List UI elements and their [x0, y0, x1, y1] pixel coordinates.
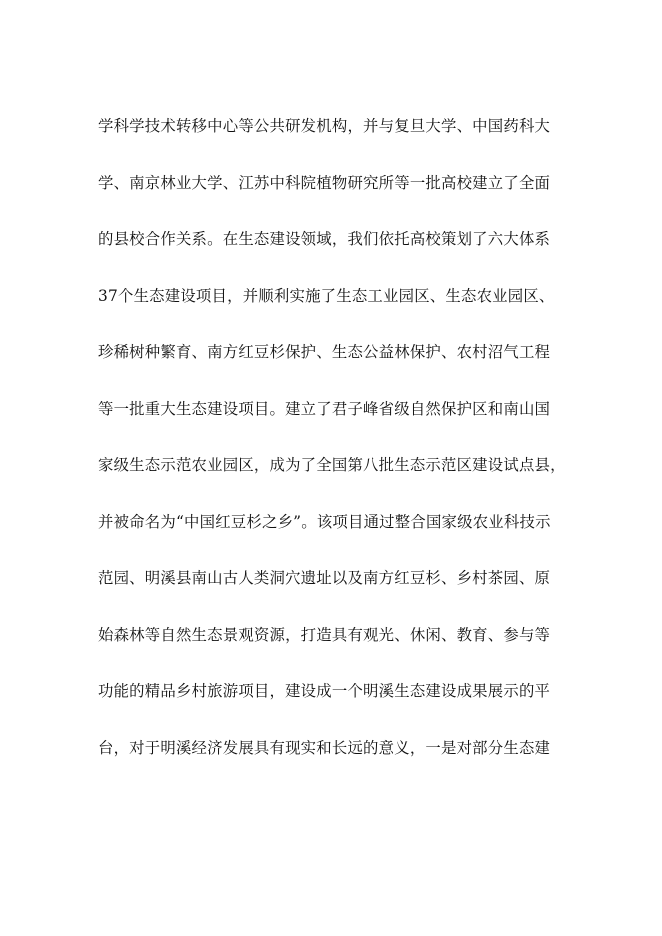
text-line-8: 并被命名为“中国红豆杉之乡”。该项目通过整合国家级农业科技示 [98, 512, 551, 531]
text-line-11: 功能的精品乡村旅游项目，建设成一个明溪生态建设成果展示的平 [98, 682, 551, 700]
text-line-2: 学、南京林业大学、江苏中科院植物研究所等一批高校建立了全面 [98, 173, 551, 192]
text-line-9: 范园、明溪县南山古人类洞穴遗址以及南方红豆杉、乡村茶园、原 [98, 569, 551, 587]
text-line-1: 学科学技术转移中心等公共研发机构，并与复旦大学、中国药科大 [98, 117, 551, 135]
text-line-3: 的县校合作关系。在生态建设领域，我们依托高校策划了六大体系 [98, 230, 551, 248]
text-line-6: 等一批重大生态建设项目。建立了君子峰省级自然保护区和南山国 [98, 399, 551, 418]
body-paragraph [98, 114, 566, 792]
text-line-5: 珍稀树种繁育、南方红豆杉保护、生态公益林保护、农村沼气工程 [98, 343, 551, 361]
text-line-10: 始森林等自然生态景观资源，打造具有观光、休闲、教育、参与等 [98, 625, 551, 644]
text-line-7: 家级生态示范农业园区，成为了全国第八批生态示范区建设试点县， [98, 456, 566, 474]
text-line-4: 37个生态建设项目，并顺利实施了生态工业园区、生态农业园区、 [98, 286, 555, 305]
text-line-12: 台，对于明溪经济发展具有现实和长远的意义，一是对部分生态建 [98, 738, 551, 757]
